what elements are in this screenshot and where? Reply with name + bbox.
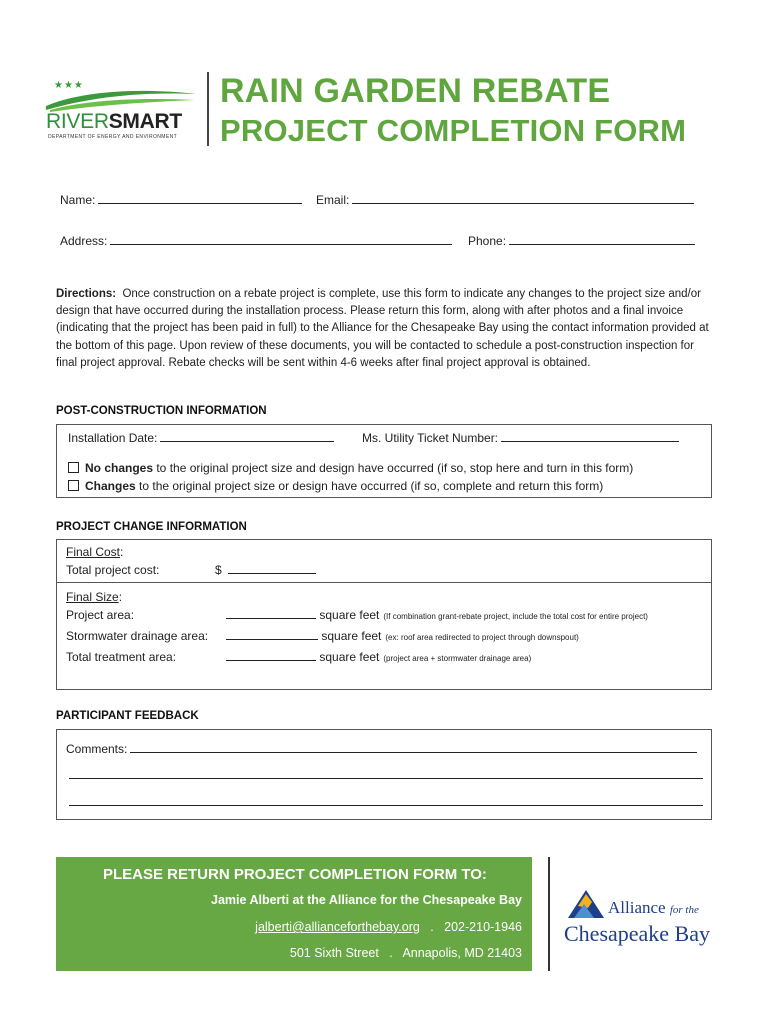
feedback-heading: PARTICIPANT FEEDBACK	[56, 710, 199, 722]
utility-ticket-label: Ms. Utility Ticket Number:	[362, 431, 499, 445]
changes-bold: Changes	[85, 479, 136, 493]
project-change-heading: PROJECT CHANGE INFORMATION	[56, 521, 247, 533]
total-treatment-label: Total treatment area:	[66, 650, 177, 664]
alliance-wordmark-line1: Alliance for the	[608, 898, 699, 917]
alliance-logo	[560, 888, 720, 948]
total-cost-blank[interactable]	[228, 563, 316, 574]
stormwater-unit: square feet	[321, 629, 382, 643]
installation-date-field[interactable]	[68, 431, 334, 445]
alliance-mountain-icon	[564, 888, 608, 920]
directions-label: Directions:	[56, 288, 117, 300]
address-blank[interactable]	[110, 234, 452, 245]
contact-email-link[interactable]: jalberti@allianceforthebay.org	[255, 920, 420, 934]
stormwater-field[interactable]	[223, 629, 579, 643]
email-field[interactable]	[316, 193, 694, 207]
installation-date-label: Installation Date:	[68, 431, 158, 445]
post-construction-heading: POST-CONSTRUCTION INFORMATION	[56, 405, 267, 417]
comments-blank-1[interactable]	[130, 742, 697, 753]
total-treatment-blank[interactable]	[226, 650, 316, 661]
phone-blank[interactable]	[509, 234, 695, 245]
stormwater-label: Stormwater drainage area:	[66, 629, 209, 643]
project-area-blank[interactable]	[226, 608, 316, 619]
directions-paragraph	[56, 286, 710, 372]
dollar-sign: $	[215, 563, 222, 577]
contact-phone: 202-210-1946	[444, 920, 522, 934]
logo-stars: ★★★	[54, 80, 84, 91]
riversmart-logo	[44, 80, 200, 144]
logo-department: DEPARTMENT OF ENERGY AND ENVIRONMENT	[48, 134, 178, 140]
project-area-note: (If combination grant-rebate project, include the total cost for entire project)	[383, 612, 648, 621]
changes-option[interactable]	[68, 479, 603, 493]
email-phone-line	[255, 920, 522, 934]
project-area-label: Project area:	[66, 608, 135, 622]
email-blank[interactable]	[352, 193, 694, 204]
changes-text: to the original project size or design have occurred (if so, complete and return this form)	[135, 479, 604, 493]
no-changes-option[interactable]	[68, 461, 633, 475]
name-field[interactable]	[60, 193, 302, 207]
final-cost-heading: Final Cost:	[66, 545, 124, 559]
changes-checkbox[interactable]	[68, 480, 79, 491]
comments-blank-2[interactable]	[69, 768, 703, 779]
logo-wordmark: RIVERSMART	[46, 110, 182, 133]
address-line	[290, 946, 522, 960]
total-cost-label: Total project cost:	[66, 563, 160, 577]
installation-date-blank[interactable]	[160, 431, 334, 442]
comments-label: Comments:	[66, 742, 128, 756]
return-heading: PLEASE RETURN PROJECT COMPLETION FORM TO:	[103, 866, 487, 883]
no-changes-text: to the original project size and design have occurred (if so, stop here and turn in this form)	[153, 461, 634, 475]
total-treatment-unit: square feet	[319, 650, 380, 664]
address-field[interactable]	[60, 234, 452, 248]
stormwater-blank[interactable]	[226, 629, 318, 640]
no-changes-bold: No changes	[85, 461, 154, 475]
project-area-unit: square feet	[319, 608, 380, 622]
address-label: Address:	[60, 234, 108, 248]
separator: .	[430, 920, 434, 934]
form-title-line1: RAIN GARDEN REBATE	[220, 72, 611, 110]
phone-label: Phone:	[468, 234, 507, 248]
directions-text: Once construction on a rebate project is complete, use this form to indicate any changes to the project size and/or design that have occurred during the installation process. Please return this form, along with after photos and a final invoice (indicating that the project has been paid in full) to the Alliance for the Chesapeake Bay using the contact information provided at the bottom of this page. Upon review of these documents, you will be contacted to schedule a post-construction inspection for final project approval. Rebate checks will be sent within 4-6 weeks after final project approval is obtained.	[56, 288, 709, 369]
total-cost-field[interactable]	[215, 563, 316, 577]
utility-ticket-blank[interactable]	[501, 431, 679, 442]
comments-field[interactable]	[66, 742, 697, 756]
no-changes-checkbox[interactable]	[68, 462, 79, 473]
project-area-field[interactable]	[223, 608, 648, 622]
contact-line: Jamie Alberti at the Alliance for the Chesapeake Bay	[211, 893, 522, 907]
phone-field[interactable]	[468, 234, 695, 248]
footer-divider	[548, 857, 550, 971]
separator: .	[389, 946, 393, 960]
total-treatment-field[interactable]	[223, 650, 531, 664]
contact-city: Annapolis, MD 21403	[402, 946, 522, 960]
email-label: Email:	[316, 193, 350, 207]
form-title-line2: PROJECT COMPLETION FORM	[220, 113, 687, 148]
stormwater-note: (ex: roof area redirected to project through downspout)	[385, 633, 579, 642]
comments-blank-3[interactable]	[69, 795, 703, 806]
final-size-heading: Final Size:	[66, 590, 123, 604]
utility-ticket-field[interactable]	[362, 431, 679, 445]
contact-street: 501 Sixth Street	[289, 946, 379, 960]
name-label: Name:	[60, 193, 96, 207]
name-blank[interactable]	[98, 193, 302, 204]
header-divider	[207, 72, 209, 146]
total-treatment-note: (project area + stormwater drainage area)	[383, 654, 532, 663]
logo-swoosh-icon	[44, 86, 200, 112]
project-change-divider	[56, 582, 712, 583]
alliance-wordmark-line2: Chesapeake Bay	[564, 921, 710, 946]
